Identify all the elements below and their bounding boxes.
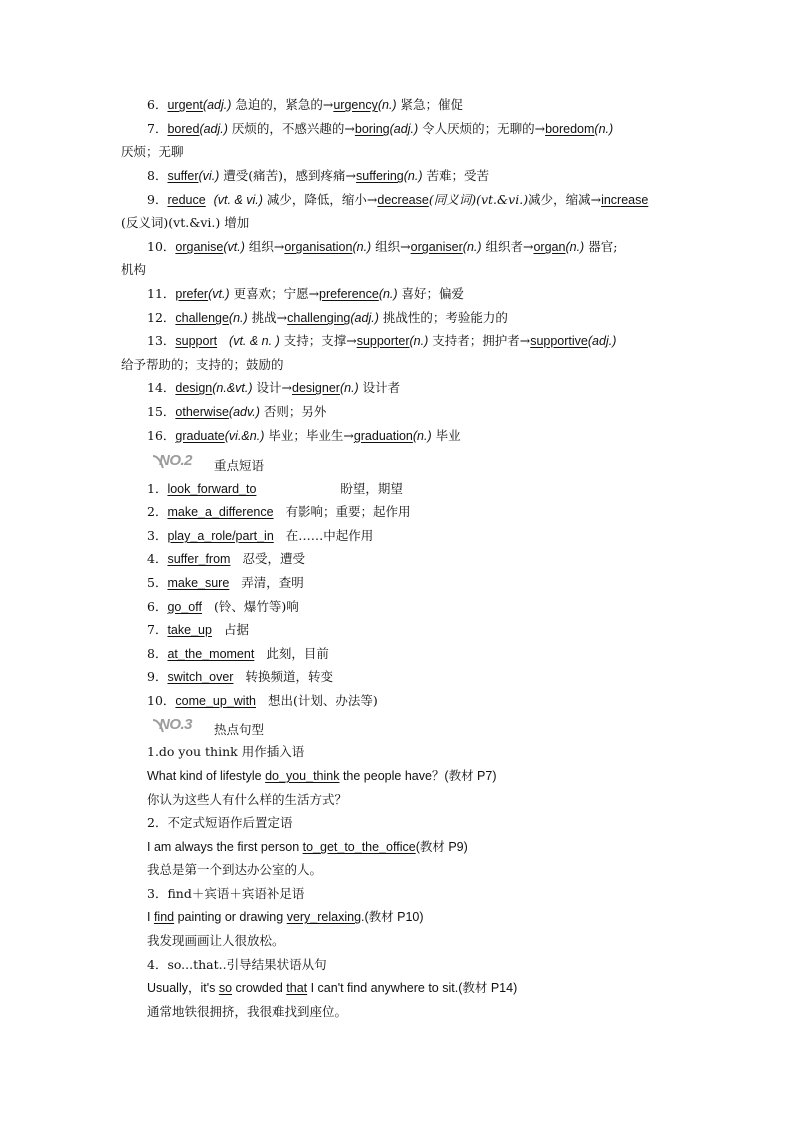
pattern-example-3: I find painting or drawing very_relaxing.(教材 P10) — [147, 910, 424, 924]
vocab-item-8: 8．suffer(vi.) 遭受(痛苦)，感到疼痛→suffering(n.) 苦难；受苦 — [147, 168, 489, 183]
phrase-item: 7．take_up 占据 — [147, 622, 249, 637]
phrase-item: 8．at_the_moment 此刻，目前 — [147, 646, 329, 661]
vocab-item-14: 14．design(n.&vt.) 设计→designer(n.) 设计者 — [147, 380, 401, 395]
pattern-translation-3: 我发现画画让人很放松。 — [147, 933, 285, 948]
vocab-item-15: 15．otherwise(adv.) 否则；另外 — [147, 404, 327, 419]
pattern-heading-4: 4．so...that..引导结果状语从句 — [147, 957, 327, 972]
pattern-translation-2: 我总是第一个到达办公室的人。 — [147, 862, 323, 877]
pattern-translation-1: 你认为这些人有什么样的生活方式？ — [147, 792, 348, 807]
phrase-item: 10．come_up_with 想出(计划、办法等) — [147, 693, 378, 708]
section-title: 重点短语 — [214, 458, 265, 473]
vocab-item-12: 12．challenge(n.) 挑战→challenging(adj.) 挑战性的；考验能力的 — [147, 310, 508, 325]
phrase-item: 6．go_off (铃、爆竹等)响 — [147, 599, 299, 614]
vocab-item-13: 13．support (vt. & n. ) 支持；支撑→supporter(n.) 支持者；拥护者→supportive(adj.) — [147, 333, 617, 348]
vocab-item-7-cont: 厌烦；无聊 — [121, 144, 184, 159]
vocab-item-10-cont: 机构 — [121, 262, 147, 277]
pattern-example-2: I am always the first person to_get_to_the_office(教材 P9) — [147, 840, 468, 854]
pattern-heading-3: 3．find＋宾语＋宾语补足语 — [147, 886, 305, 901]
pattern-heading-2: 2．不定式短语作后置定语 — [147, 815, 293, 830]
vocab-item-6: 6．urgent(adj.) 急迫的，紧急的→urgency(n.) 紧急；催促 — [147, 97, 464, 112]
vocab-item-13-cont: 给予帮助的；支持的；鼓励的 — [121, 357, 284, 372]
pattern-heading-1: 1.do you think 用作插入语 — [147, 744, 305, 759]
phrase-item: 3．play_a_role/part_in 在……中起作用 — [147, 528, 374, 543]
phrase-item: 2．make_a_difference 有影响；重要；起作用 — [147, 504, 411, 519]
pattern-translation-4: 通常地铁很拥挤，我很难找到座位。 — [147, 1004, 348, 1019]
vocab-item-9-cont: (反义词)(vt.&vi.) 增加 — [121, 215, 250, 230]
phrase-item: 5．make_sure 弄清，查明 — [147, 575, 304, 590]
vocab-item-7: 7．bored(adj.) 厌烦的，不感兴趣的→boring(adj.) 令人厌烦的；无聊的→boredom(n.) — [147, 121, 614, 136]
section-title: 热点句型 — [214, 722, 265, 737]
vocab-item-9: 9．reduce (vt. & vi.) 减少，降低，缩小→decrease(同义词)(vt.&vi.)减少，缩减→increase — [147, 192, 649, 207]
section-number: NO.2 — [159, 452, 193, 469]
pattern-example-1: What kind of lifestyle do_you_think the people have？(教材 P7) — [147, 769, 497, 783]
phrase-item: 9．switch_over 转换频道，转变 — [147, 669, 333, 684]
section-number: NO.3 — [159, 716, 193, 733]
phrase-item: 1．look_forward_to 盼望，期望 — [147, 481, 403, 496]
phrase-item: 4．suffer_from 忍受，遭受 — [147, 551, 305, 566]
pattern-example-4: Usually，it's so crowded that I can't find anywhere to sit.(教材 P14) — [147, 981, 518, 995]
vocab-item-10: 10．organise(vt.) 组织→organisation(n.) 组织→organiser(n.) 组织者→organ(n.) 器官; — [147, 239, 618, 254]
vocab-item-11: 11．prefer(vt.) 更喜欢；宁愿→preference(n.) 喜好；偏爱 — [147, 286, 465, 301]
vocab-item-16: 16．graduate(vi.&n.) 毕业；毕业生→graduation(n.) 毕业 — [147, 428, 461, 443]
